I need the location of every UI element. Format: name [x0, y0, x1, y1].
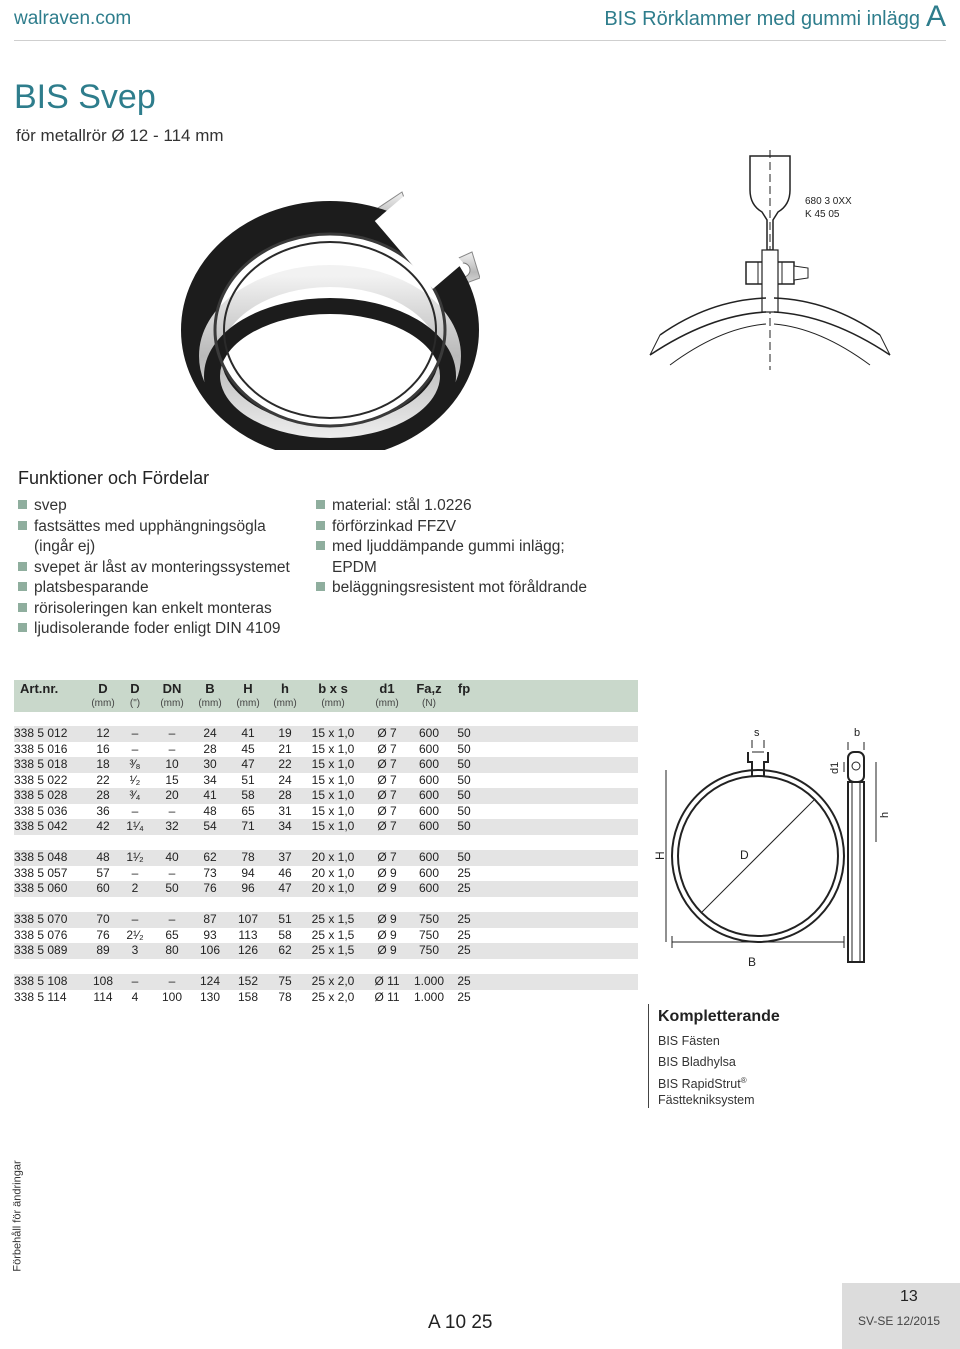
dim-label-b: b [854, 727, 861, 739]
table-cell: 600 [418, 850, 440, 864]
product-photo [180, 180, 480, 450]
table-cell: 338 5 048 [14, 850, 68, 864]
table-cell: 25 x 2,0 [311, 974, 355, 988]
table-cell: 76 [203, 881, 217, 895]
table-cell: 15 x 1,0 [311, 741, 355, 756]
table-cell: 50 [457, 726, 471, 740]
table-cell: 338 5 108 [14, 974, 68, 988]
table-cell: 338 5 028 [14, 788, 68, 802]
table-cell: 57 [96, 865, 110, 880]
table-row [14, 974, 638, 990]
table-cell: Ø 7 [377, 726, 397, 740]
feature-item: fastsättes med upphängningsögla [18, 517, 290, 538]
table-cell: 113 [238, 927, 258, 942]
table-cell: 4 [131, 989, 139, 1004]
table-cell: 600 [418, 881, 440, 895]
table-cell: 47 [241, 757, 255, 771]
table-cell: 18 [96, 757, 110, 771]
table-cell: 338 5 076 [14, 927, 68, 942]
table-cell: 338 5 022 [14, 772, 68, 787]
table-cell: 50 [457, 788, 471, 802]
table-cell: 80 [165, 943, 179, 957]
features-left-list [18, 496, 290, 640]
table-cell: 40 [165, 850, 179, 864]
bullet-icon [18, 521, 27, 530]
complementary-title: Kompletterande [658, 1008, 780, 1025]
table-cell: 20 x 1,0 [311, 881, 355, 895]
table-cell: – [131, 726, 139, 740]
table-cell: 41 [241, 726, 255, 740]
table-cell: 58 [241, 788, 255, 802]
table-cell: 100 [161, 989, 183, 1004]
table-cell: 600 [418, 726, 440, 740]
feature-item-continued: EPDM [332, 558, 377, 576]
product-title: BIS Svep [14, 78, 156, 116]
table-cell: 94 [241, 865, 255, 880]
column-header: b x s [318, 681, 348, 696]
table-row [14, 928, 638, 944]
table-cell: – [131, 865, 139, 880]
table-cell: 37 [278, 850, 292, 864]
table-cell: 48 [203, 803, 217, 818]
table-cell: 338 5 018 [14, 757, 68, 771]
side-note: Förbehåll för ändringar [11, 1160, 24, 1272]
column-header: Fa,z [416, 681, 442, 696]
table-cell: Ø 7 [377, 819, 397, 833]
table-cell: 20 x 1,0 [311, 865, 355, 880]
table-cell: 25 [457, 865, 471, 880]
site-url[interactable]: walraven.com [14, 8, 132, 29]
table-cell: 48 [96, 850, 110, 864]
complementary-item-fasten[interactable]: BIS Fästen [658, 1034, 720, 1048]
table-cell: 22 [278, 757, 292, 771]
feature-item-continued: (ingår ej) [34, 538, 96, 555]
table-cell: 78 [241, 850, 255, 864]
page-number: 13 [900, 1288, 918, 1305]
dim-label-d1: d1 [829, 761, 841, 774]
registered-mark: ® [740, 1076, 747, 1085]
table-cell: 65 [241, 803, 255, 818]
table-cell: 76 [96, 927, 110, 942]
feature-item: svepet är låst av monteringssystemet [18, 558, 290, 579]
table-cell: – [168, 803, 176, 818]
table-cell: 62 [278, 943, 292, 957]
table-cell: 1.000 [413, 989, 445, 1004]
table-cell: 73 [203, 865, 217, 880]
table-cell: 50 [457, 772, 471, 787]
page-code: A 10 25 [428, 1312, 493, 1333]
table-cell: 25 [457, 943, 471, 957]
feature-item: med ljuddämpande gummi inlägg; [316, 537, 587, 558]
table-cell: 96 [241, 881, 255, 895]
table-cell: 15 x 1,0 [311, 803, 355, 818]
table-cell: 25 x 1,5 [311, 927, 355, 942]
column-header: DN [162, 681, 182, 696]
table-cell: 600 [418, 819, 440, 833]
feature-item: ljudisolerande foder enligt DIN 4109 [18, 619, 290, 640]
table-cell: 15 [165, 772, 179, 787]
table-cell: 70 [96, 912, 110, 926]
drawing-code-1: 680 3 0XX [805, 196, 852, 207]
table-cell: 152 [237, 974, 259, 988]
table-cell: Ø 11 [374, 974, 400, 988]
table-row [14, 943, 638, 959]
complementary-item-system: Fästtekniksystem [658, 1093, 755, 1107]
table-cell: – [131, 974, 139, 988]
column-unit: (mm) [321, 698, 345, 709]
table-cell: 10 [165, 757, 179, 771]
column-unit: (mm) [236, 698, 260, 709]
table-row [14, 804, 638, 820]
table-cell: 158 [237, 989, 259, 1004]
bullet-icon [316, 521, 325, 530]
table-cell: Ø 7 [377, 757, 397, 771]
table-cell: 50 [165, 881, 179, 895]
table-cell: 600 [418, 772, 440, 787]
table-cell: 19 [278, 726, 292, 740]
table-cell: 3 [131, 943, 139, 957]
table-cell: 338 5 016 [14, 741, 68, 756]
table-row [14, 788, 638, 804]
section-letter: A [925, 0, 946, 33]
table-header [14, 680, 638, 712]
table-row [14, 990, 638, 1006]
table-cell: 25 [457, 912, 471, 926]
mounting-drawing [640, 150, 900, 380]
table-cell: 600 [418, 788, 440, 802]
table-cell: 51 [278, 912, 292, 926]
table-cell: – [168, 741, 176, 756]
table-cell: 34 [203, 772, 217, 787]
table-cell: 41 [203, 788, 217, 802]
table-cell: 42 [96, 819, 110, 833]
table-cell: 24 [278, 772, 292, 787]
table-row [14, 742, 638, 758]
dim-label-D: D [740, 848, 749, 862]
column-header: B [205, 681, 215, 696]
table-cell: 108 [92, 974, 114, 988]
features-heading: Funktioner och Fördelar [18, 468, 210, 488]
drawing-code-2: K 45 05 [805, 209, 840, 220]
table-cell: 25 [457, 974, 471, 988]
table-cell: 107 [237, 912, 259, 926]
table-cell: 20 x 1,0 [311, 850, 355, 864]
table-cell: Ø 9 [377, 927, 397, 942]
table-row [14, 757, 638, 773]
column-header: D [98, 681, 108, 696]
table-cell: 1¹⁄₂ [126, 850, 144, 864]
feature-item: förförzinkad FFZV [316, 517, 587, 538]
table-cell: 54 [203, 819, 217, 833]
table-row [14, 819, 638, 835]
table-row [14, 850, 638, 866]
table-cell: 87 [203, 912, 217, 926]
table-cell: 15 x 1,0 [311, 772, 355, 787]
table-cell: 89 [96, 943, 110, 957]
table-cell: 20 [165, 788, 179, 802]
table-cell: 1¹⁄₄ [126, 819, 144, 833]
table-cell: 47 [278, 881, 292, 895]
table-row [14, 866, 638, 882]
column-header: H [243, 681, 253, 696]
table-cell: 78 [278, 989, 292, 1004]
table-cell: Ø 11 [374, 989, 400, 1004]
column-header: D [130, 681, 140, 696]
table-cell: 30 [203, 757, 217, 771]
table-cell: 106 [199, 943, 221, 957]
bullet-icon [18, 500, 27, 509]
table-cell: Ø 9 [377, 912, 397, 926]
table-cell: 28 [278, 788, 292, 802]
table-cell: 15 x 1,0 [311, 726, 355, 740]
table-cell: 22 [96, 772, 110, 787]
features-right-list [316, 496, 587, 599]
table-cell: 338 5 036 [14, 803, 68, 818]
column-unit: (mm) [198, 698, 222, 709]
table-cell: 600 [418, 865, 440, 880]
column-unit: (") [129, 698, 141, 709]
table-cell: 1.000 [413, 974, 445, 988]
table-cell: 338 5 042 [14, 819, 68, 833]
table-cell: 16 [96, 741, 110, 756]
column-unit: (mm) [91, 698, 115, 709]
column-header: fp [457, 681, 471, 696]
table-cell: 126 [237, 943, 259, 957]
table-row [14, 881, 638, 897]
bullet-icon [316, 541, 325, 550]
table-cell: – [131, 803, 139, 818]
table-cell: 750 [418, 943, 440, 957]
table-cell: 600 [418, 803, 440, 818]
doc-code: SV-SE 12/2015 [858, 1314, 941, 1328]
table-cell: 71 [241, 819, 255, 833]
table-cell: 50 [457, 803, 471, 818]
column-header: Art.nr. [20, 681, 59, 696]
complementary-rule [648, 1004, 649, 1108]
table-cell: 62 [203, 850, 217, 864]
bullet-icon [18, 562, 27, 571]
table-row [14, 726, 638, 742]
dim-label-h: h [879, 811, 891, 818]
table-row [14, 773, 638, 789]
table-cell: 50 [457, 741, 471, 756]
bullet-icon [18, 623, 27, 632]
table-cell: ¹⁄₂ [129, 772, 141, 787]
table-cell: – [168, 912, 176, 926]
dimension-diagram [648, 722, 908, 972]
dim-label-H: H [653, 851, 667, 860]
header-title: BIS Rörklammer med gummi inlägg [604, 8, 920, 30]
table-cell: 93 [203, 927, 217, 942]
table-cell: 60 [96, 881, 110, 895]
table-cell: 58 [278, 927, 292, 942]
table-cell: 25 x 1,5 [311, 912, 355, 926]
feature-item: svep [18, 496, 290, 517]
bullet-icon [18, 582, 27, 591]
table-cell: 750 [418, 912, 440, 926]
dim-label-B: B [748, 955, 757, 969]
table-cell: 32 [165, 819, 179, 833]
table-cell: 65 [165, 927, 179, 942]
table-cell: Ø 7 [377, 788, 397, 802]
table-cell: 75 [278, 974, 292, 988]
table-cell: 15 x 1,0 [311, 819, 355, 833]
feature-item: material: stål 1.0226 [316, 496, 587, 517]
bullet-icon [18, 603, 27, 612]
column-unit: (N) [422, 698, 436, 709]
table-cell: – [168, 974, 176, 988]
table-cell: 2¹⁄₂ [126, 927, 144, 942]
table-cell: Ø 7 [377, 741, 397, 756]
table-cell: 28 [203, 741, 217, 756]
table-cell: 600 [418, 757, 440, 771]
table-cell: 25 [457, 881, 471, 895]
table-cell: Ø 9 [377, 943, 397, 957]
table-cell: 15 x 1,0 [311, 757, 355, 771]
table-cell: 2 [131, 881, 139, 895]
table-cell: 600 [418, 741, 440, 756]
column-unit: (mm) [160, 698, 184, 709]
table-cell: – [131, 741, 139, 756]
table-cell: 338 5 057 [14, 865, 68, 880]
table-cell: Ø 9 [377, 881, 397, 895]
table-cell: 114 [93, 989, 113, 1004]
table-cell: 130 [199, 989, 221, 1004]
column-unit: (mm) [375, 698, 399, 709]
table-cell: Ø 9 [377, 865, 397, 880]
header-divider [14, 40, 946, 41]
table-cell: 51 [241, 772, 255, 787]
table-cell: 338 5 060 [14, 881, 68, 895]
table-cell: – [131, 912, 139, 926]
table-cell: 750 [418, 927, 440, 942]
table-cell: 50 [457, 850, 471, 864]
table-cell: 31 [278, 803, 292, 818]
feature-item: rörisoleringen kan enkelt monteras [18, 599, 290, 620]
table-cell: ³⁄₄ [129, 788, 141, 802]
table-cell: – [168, 865, 176, 880]
complementary-item-bladhylsa[interactable]: BIS Bladhylsa [658, 1055, 736, 1069]
table-cell: 21 [278, 741, 292, 756]
table-cell: Ø 7 [377, 803, 397, 818]
table-cell: – [168, 726, 176, 740]
dim-label-s: s [754, 727, 760, 739]
table-cell: 338 5 012 [14, 726, 68, 740]
table-cell: 12 [96, 726, 110, 740]
table-cell: 25 x 2,0 [311, 989, 355, 1004]
complementary-item-rapidstrut[interactable]: BIS RapidStrut® [658, 1076, 747, 1092]
column-unit: (mm) [273, 698, 297, 709]
table-cell: ³⁄₈ [129, 757, 141, 771]
bullet-icon [316, 500, 325, 509]
feature-item: platsbesparande [18, 578, 290, 599]
product-subtitle: för metallrör Ø 12 - 114 mm [16, 126, 224, 145]
table-cell: 46 [278, 865, 292, 880]
table-cell: 25 [457, 989, 471, 1004]
table-cell: 50 [457, 819, 471, 833]
table-cell: 24 [203, 726, 217, 740]
table-row [14, 912, 638, 928]
column-header: h [281, 681, 289, 696]
table-cell: 50 [457, 757, 471, 771]
table-cell: 28 [96, 788, 110, 802]
table-cell: 45 [241, 741, 255, 756]
table-cell: 338 5 114 [14, 989, 67, 1004]
table-cell: Ø 7 [377, 772, 397, 787]
table-cell: 25 x 1,5 [311, 943, 355, 957]
column-header: d1 [379, 681, 395, 696]
table-cell: 25 [457, 927, 471, 942]
table-cell: Ø 7 [377, 850, 397, 864]
table-cell: 36 [96, 803, 110, 818]
table-cell: 34 [278, 819, 292, 833]
bullet-icon [316, 582, 325, 591]
table-cell: 124 [199, 974, 221, 988]
feature-item: beläggningsresistent mot föråldrande [316, 578, 587, 599]
table-cell: 338 5 070 [14, 912, 68, 926]
table-cell: 338 5 089 [14, 943, 68, 957]
table-cell: 15 x 1,0 [311, 788, 355, 802]
